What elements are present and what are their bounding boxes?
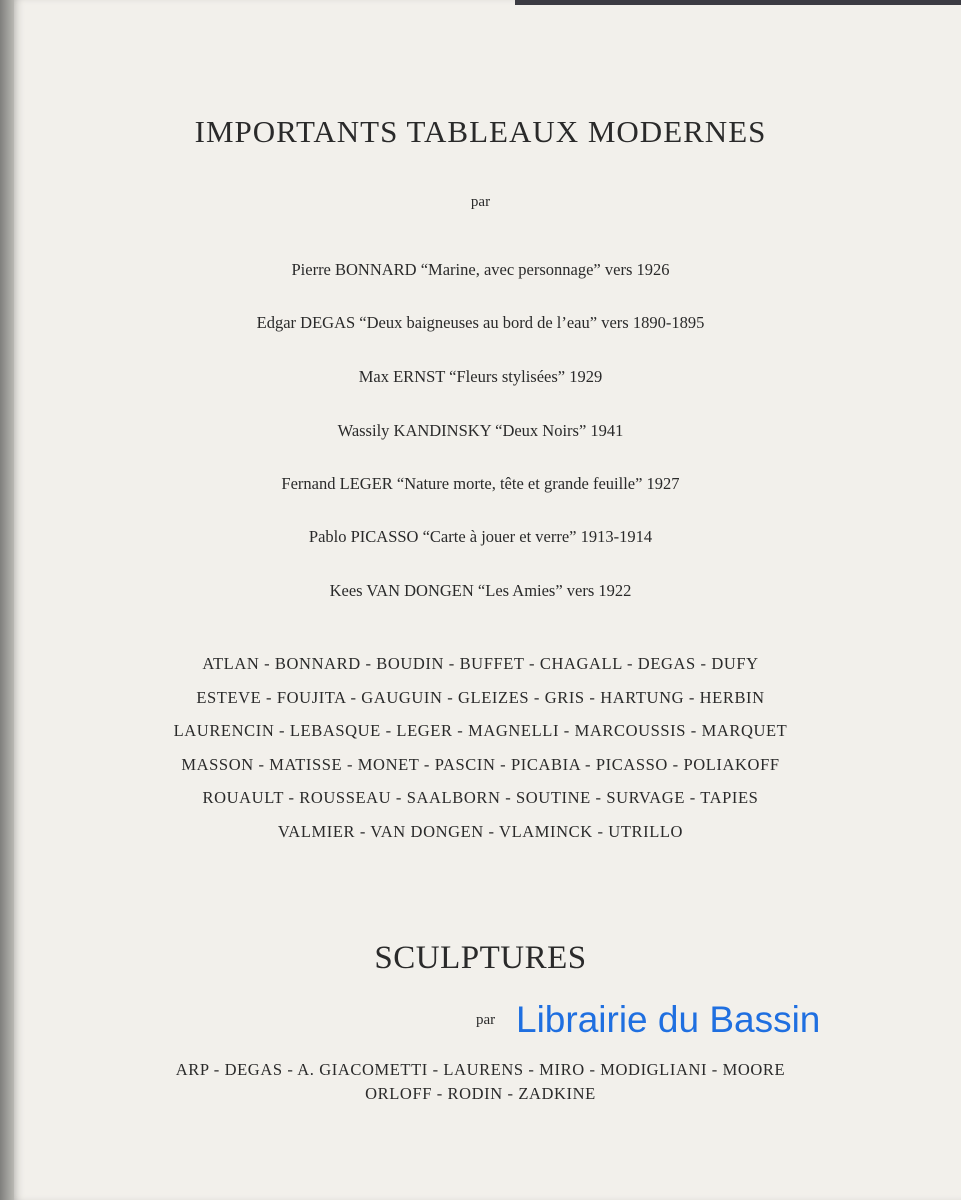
work-entry-degas: Edgar DEGAS “Deux baigneuses au bord de l’eau” vers 1890-1895 (256, 313, 705, 332)
artists-line-4: MASSON - MATISSE - MONET - PASCIN - PICABIA - PICASSO - POLIAKOFF (181, 755, 780, 774)
cover-edge (515, 0, 961, 5)
work-entry-van-dongen: Kees VAN DONGEN “Les Amies” vers 1922 (329, 581, 632, 600)
work-entry-bonnard: Pierre BONNARD “Marine, avec personnage” vers 1926 (291, 260, 670, 279)
work-entry-ernst: Max ERNST “Fleurs stylisées” 1929 (358, 367, 603, 386)
sculptors-line-2: ORLOFF - RODIN - ZADKINE (365, 1084, 596, 1103)
sculptures-heading: SCULPTURES (374, 940, 587, 976)
librairie-watermark: Librairie du Bassin (516, 999, 821, 1040)
page-title: IMPORTANTS TABLEAUX MODERNES (194, 114, 767, 149)
work-entry-kandinsky: Wassily KANDINSKY “Deux Noirs” 1941 (337, 421, 624, 440)
artists-line-1: ATLAN - BONNARD - BOUDIN - BUFFET - CHAGALL - DEGAS - DUFY (202, 654, 759, 673)
artists-line-5: ROUAULT - ROUSSEAU - SAALBORN - SOUTINE - SURVAGE - TAPIES (202, 788, 759, 807)
sculptors-line-1: ARP - DEGAS - A. GIACOMETTI - LAURENS - MIRO - MODIGLIANI - MOORE (175, 1060, 786, 1079)
artists-line-6: VALMIER - VAN DONGEN - VLAMINCK - UTRILLO (277, 822, 684, 841)
par-label: par (470, 194, 491, 210)
artists-line-2: ESTEVE - FOUJITA - GAUGUIN - GLEIZES - GRIS - HARTUNG - HERBIN (196, 688, 765, 707)
artists-line-3: LAURENCIN - LEBASQUE - LEGER - MAGNELLI - MARCOUSSIS - MARQUET (173, 721, 788, 740)
sculptures-par-label: par (476, 1012, 496, 1028)
work-entry-picasso: Pablo PICASSO “Carte à jouer et verre” 1913-1914 (308, 527, 653, 546)
work-entry-leger: Fernand LEGER “Nature morte, tête et grande feuille” 1927 (281, 474, 680, 493)
